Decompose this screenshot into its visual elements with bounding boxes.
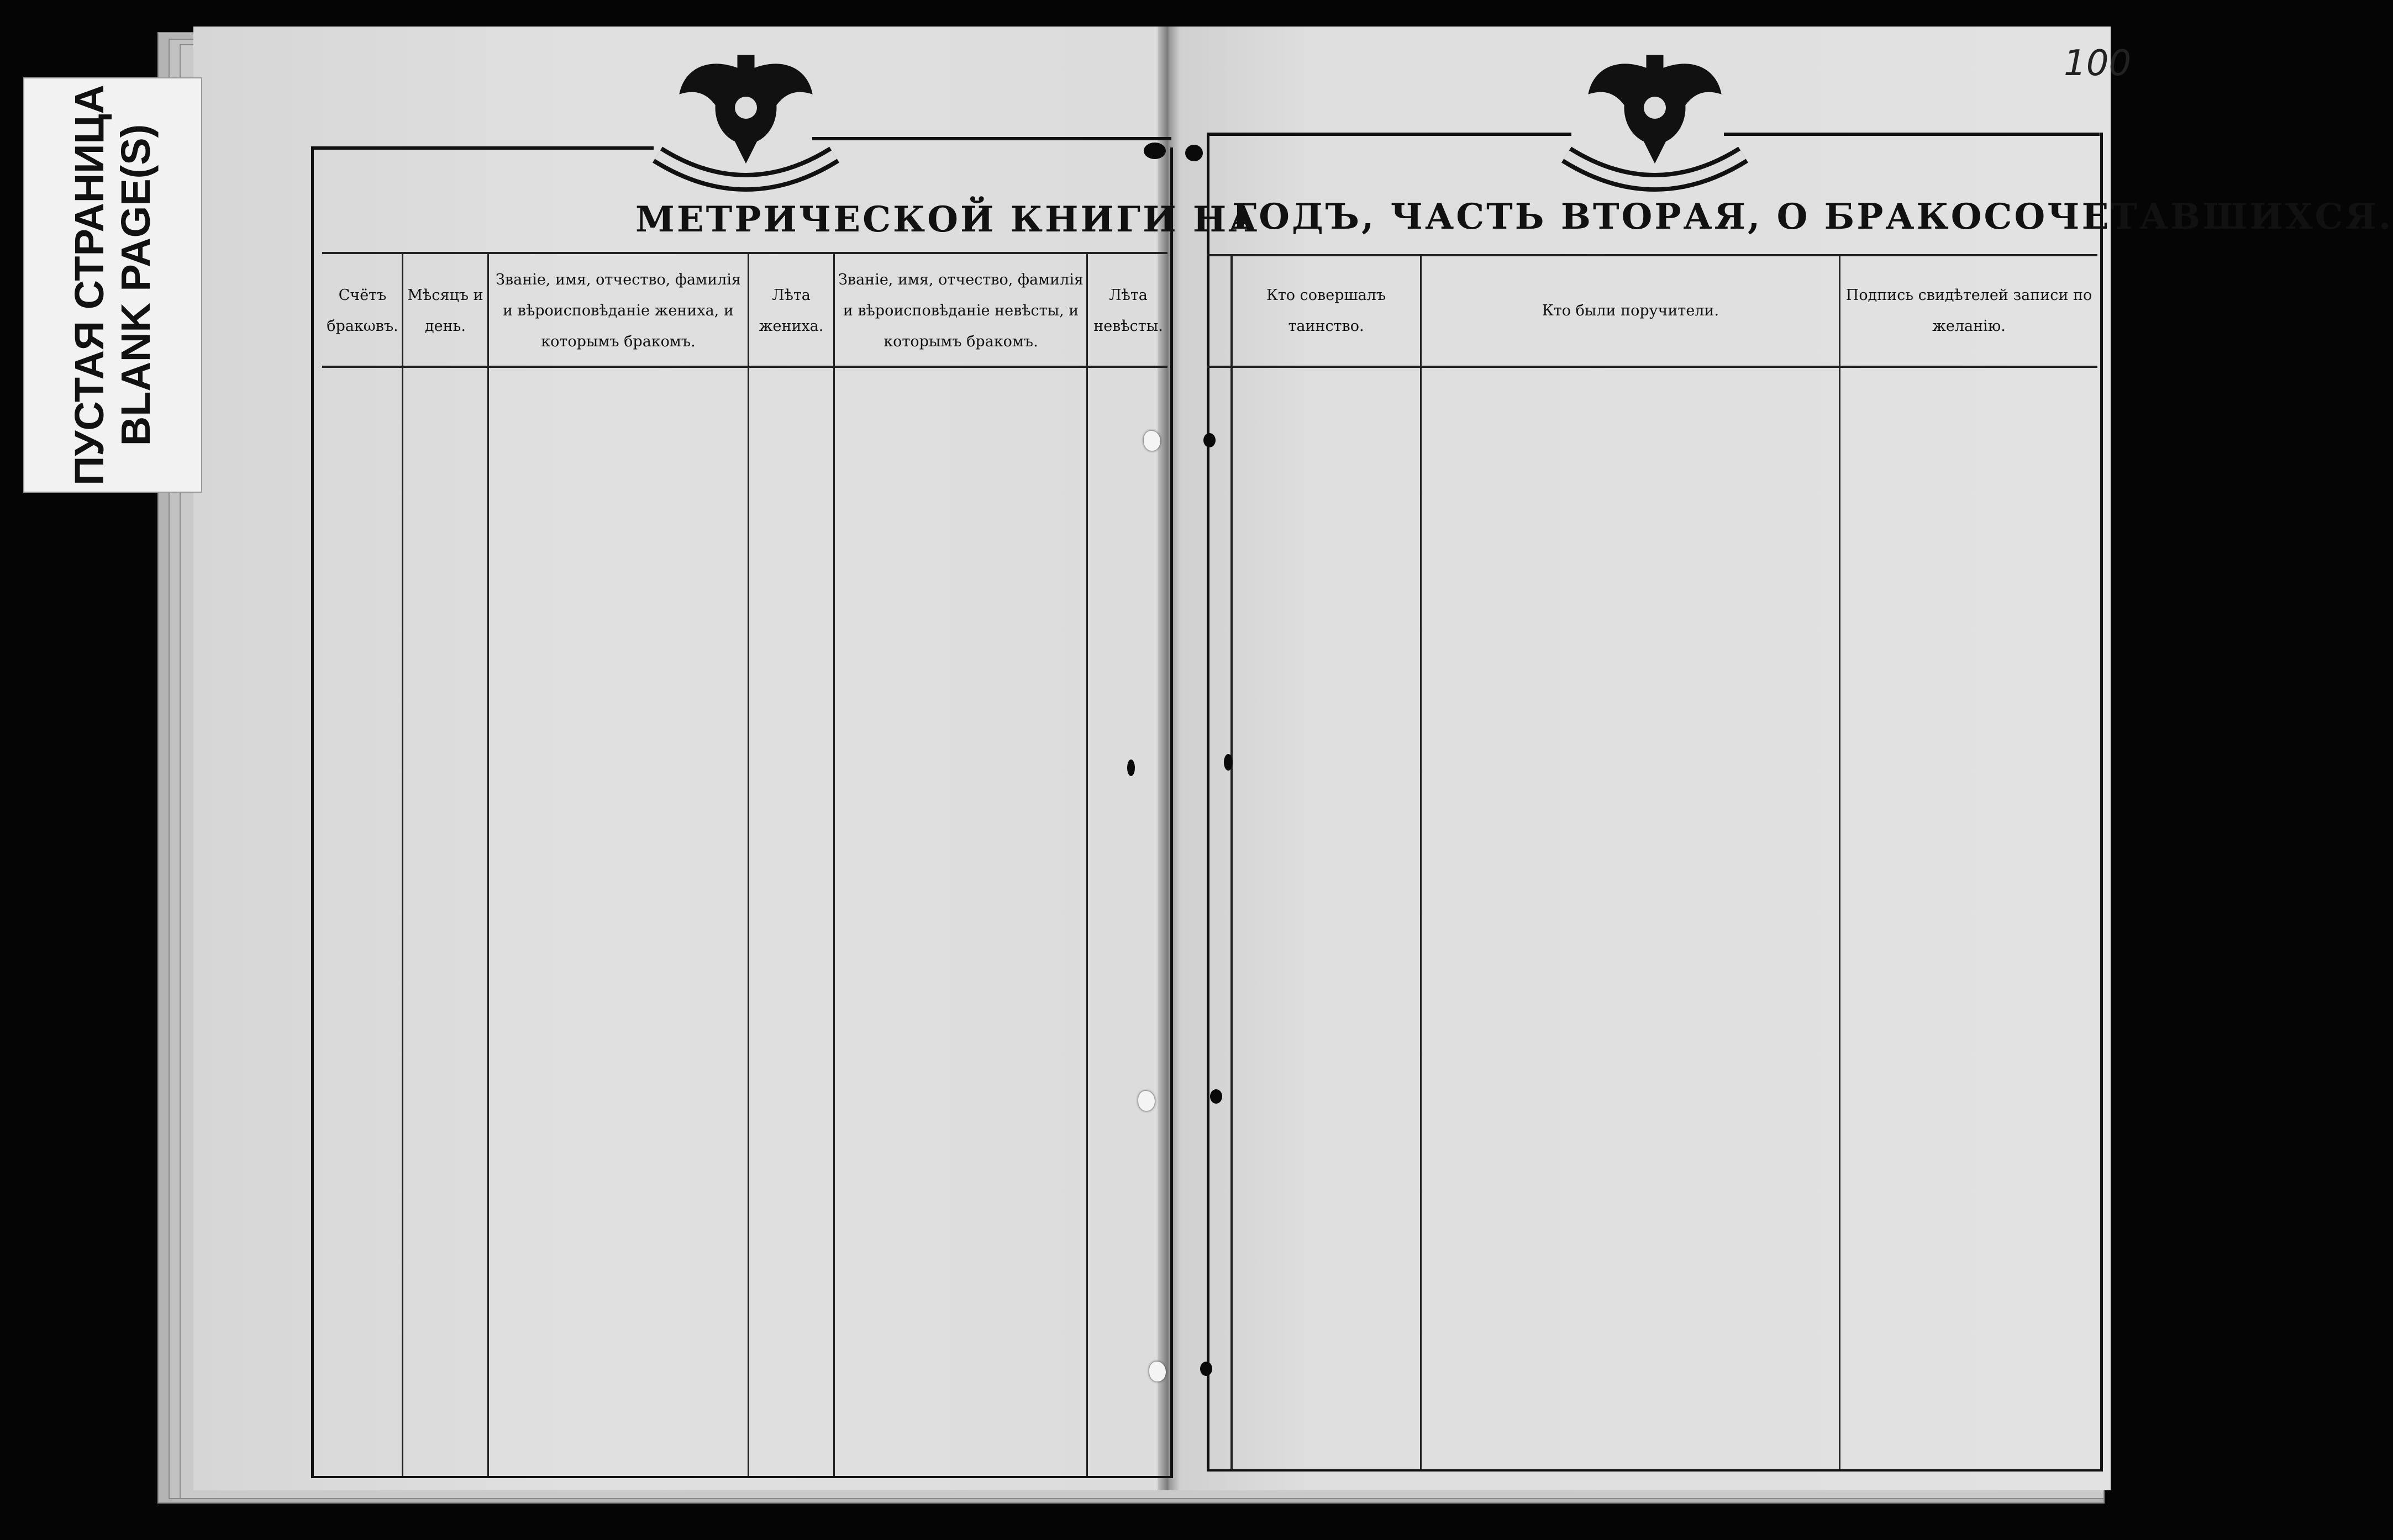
- header-bottom-rule: [1207, 366, 2097, 368]
- left-page-title: МЕТРИЧЕСКОЙ КНИГИ НА: [635, 199, 1260, 240]
- binding-hole: [1144, 143, 1166, 159]
- column-header-groom-details: Званіе, имя, отчество, фамилія и вѣроисповѣданіе жениха, и которымъ бракомъ.: [496, 271, 741, 350]
- page-number: 100: [2064, 43, 2132, 84]
- right-frame-top-rule: [1724, 133, 2100, 136]
- column-divider: [1086, 253, 1088, 1476]
- blank-page-label: [23, 77, 202, 493]
- binding-hole: [1210, 1089, 1222, 1104]
- blank-page-label-en: BLANK PAGE(S): [113, 124, 159, 446]
- binding-hole: [1127, 760, 1135, 776]
- column-divider: [487, 253, 489, 1476]
- column-header-month-day: Мѣсяцъ и день.: [407, 287, 483, 335]
- binding-hole: [1200, 1362, 1212, 1376]
- column-divider: [1230, 255, 1233, 1469]
- binding-tear: [1144, 431, 1160, 451]
- header-top-rule: [322, 252, 1167, 254]
- column-header-guarantors: Кто были поручители.: [1542, 302, 1719, 319]
- column-header-witness-signature: Подпись свидѣтелей записи по желанію.: [1845, 287, 2092, 335]
- column-header-bride-age: Лѣта невѣсты.: [1093, 287, 1163, 335]
- right-page-title: ГОДЪ, ЧАСТЬ ВТОРАЯ, О БРАКОСОЧЕТАВШИХСЯ.: [1232, 196, 2393, 238]
- binding-hole: [1185, 145, 1203, 161]
- column-header-officiant: Кто совершалъ таинство.: [1266, 287, 1386, 335]
- column-divider: [1839, 255, 1840, 1469]
- header-bottom-rule: [322, 366, 1167, 368]
- column-header-bride-details: Званіе, имя, отчество, фамилія и вѣроисповѣданіе невѣсты, и которымъ бракомъ.: [838, 271, 1084, 350]
- binding-tear: [1149, 1362, 1166, 1381]
- binding-hole: [1224, 754, 1233, 771]
- column-divider: [402, 253, 403, 1476]
- left-frame-top-rule: [311, 146, 654, 150]
- header-top-rule: [1207, 254, 2097, 256]
- right-frame-top-rule: [1207, 133, 1571, 136]
- column-divider: [748, 253, 749, 1476]
- blank-page-label-ru: ПУСТАЯ СТРАНИЦА: [66, 85, 113, 486]
- column-divider: [833, 253, 835, 1476]
- left-frame-top-rule: [812, 137, 1171, 140]
- column-header-marriage-count: Счётъ бракωвъ.: [327, 287, 398, 335]
- binding-hole: [1203, 433, 1216, 447]
- column-divider: [1420, 255, 1422, 1469]
- binding-tear: [1138, 1091, 1155, 1111]
- column-header-groom-age: Лѣта жениха.: [759, 287, 824, 335]
